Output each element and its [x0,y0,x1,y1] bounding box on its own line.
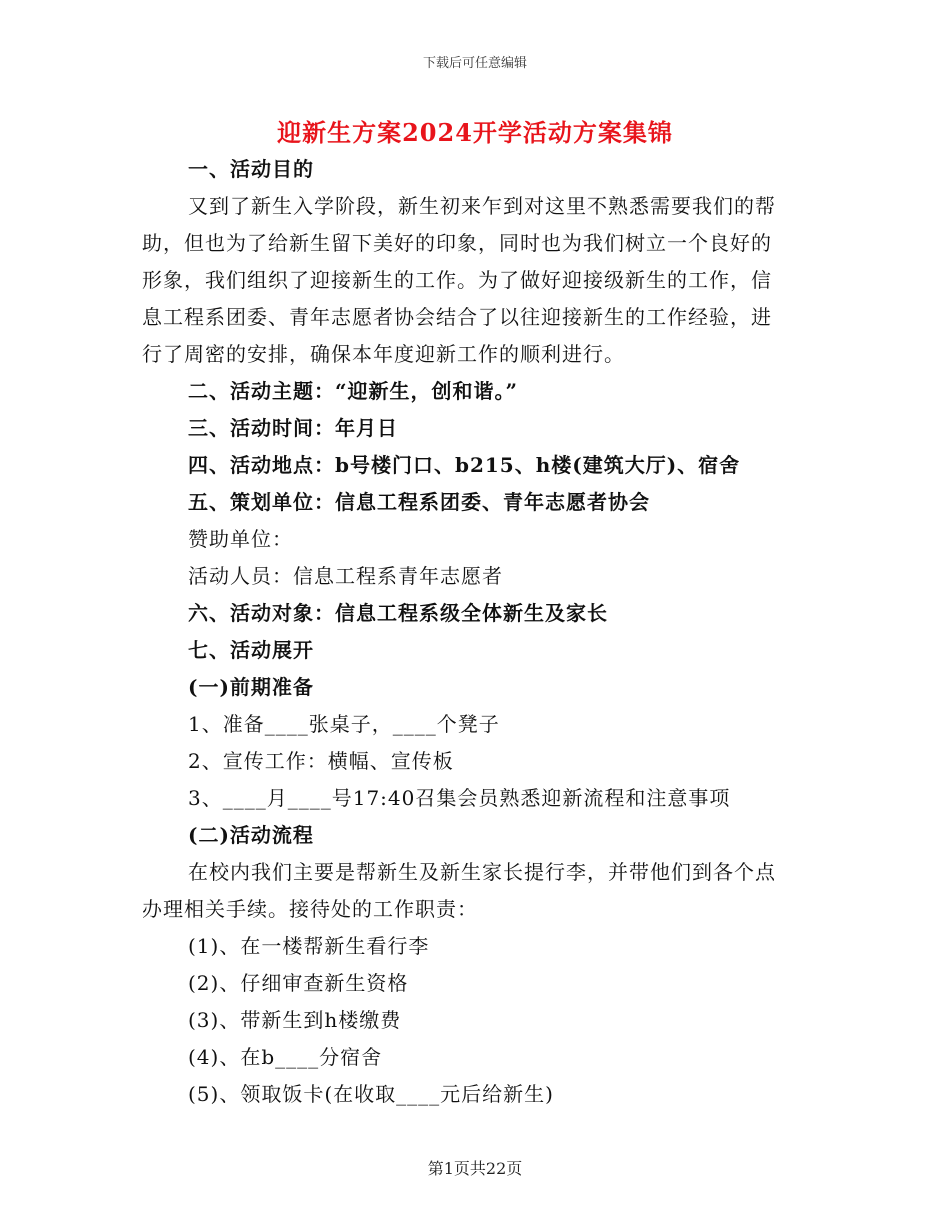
paragraph-line: 行了周密的安排，确保本年度迎新工作的顺利进行。 [142,342,625,366]
section-heading-purpose: 一、活动目的 [188,157,314,181]
staff-line: 活动人员：信息工程系青年志愿者 [188,564,503,588]
list-item: (3)、带新生到h楼缴费 [188,1008,402,1032]
paragraph-line: 又到了新生入学阶段，新生初来乍到对这里不熟悉需要我们的帮 [188,194,776,218]
list-item: 2、宣传工作：横幅、宣传板 [188,749,454,773]
section-heading-organizer: 五、策划单位：信息工程系团委、青年志愿者协会 [188,490,650,514]
page-header-note: 下载后可任意编辑 [422,56,527,71]
document-title: 迎新生方案2024开学活动方案集锦 [277,118,673,147]
section-heading-time: 三、活动时间：年月日 [188,416,398,440]
subsection-heading-preparation: (一)前期准备 [188,675,314,699]
paragraph-line: 办理相关手续。接待处的工作职责： [142,897,478,921]
sponsor-line: 赞助单位： [188,527,293,551]
paragraph-line: 息工程系团委、青年志愿者协会结合了以往迎接新生的工作经验，进 [142,305,772,329]
paragraph-line: 在校内我们主要是帮新生及新生家长提行李，并带他们到各个点 [188,860,776,884]
list-item: (5)、领取饭卡(在收取____元后给新生) [188,1082,554,1106]
list-item: 1、准备____张桌子，____个凳子 [188,712,500,736]
page-number-footer: 第1页共22页 [427,1159,523,1178]
list-item: (1)、在一楼帮新生看行李 [188,934,430,958]
list-item: 3、____月____号17:40召集会员熟悉迎新流程和注意事项 [188,786,731,810]
paragraph-line: 形象，我们组织了迎接新生的工作。为了做好迎接级新生的工作，信 [142,268,772,292]
subsection-heading-process: (二)活动流程 [188,823,314,847]
section-heading-activities: 七、活动展开 [188,638,314,662]
section-heading-theme: 二、活动主题：“迎新生，创和谐。” [188,379,519,403]
list-item: (4)、在b____分宿舍 [188,1045,383,1069]
section-heading-audience: 六、活动对象：信息工程系级全体新生及家长 [188,601,608,625]
list-item: (2)、仔细审查新生资格 [188,971,409,995]
section-heading-location: 四、活动地点：b号楼门口、b215、h楼(建筑大厅)、宿舍 [188,453,741,477]
paragraph-line: 助，但也为了给新生留下美好的印象，同时也为我们树立一个良好的 [142,231,772,255]
